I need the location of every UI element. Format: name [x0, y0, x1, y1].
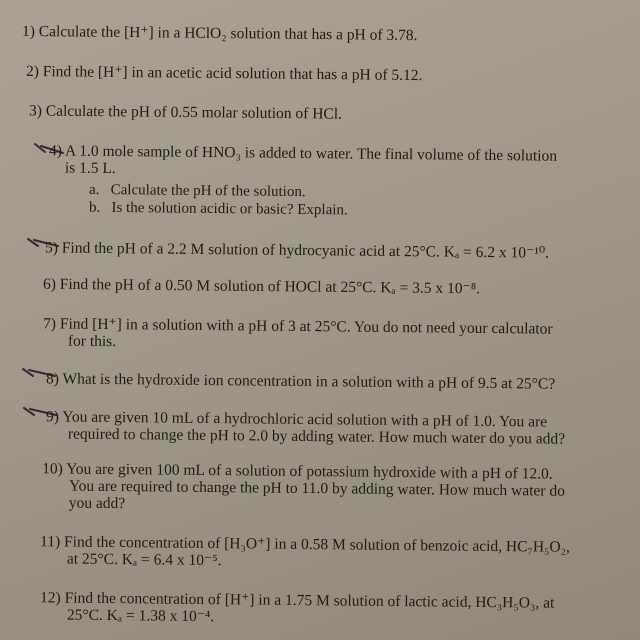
subquestion-label: a. — [88, 181, 100, 198]
question-text-line2: required to change the pH to 2.0 by adding water. How much water do you add? — [67, 425, 566, 448]
question-number: 4) — [49, 142, 63, 160]
question-4 — [49, 142, 557, 181]
question-number: 9) — [46, 408, 60, 426]
question-2 — [26, 63, 423, 84]
subquestion-text: Calculate the pH of the solution. — [110, 182, 306, 201]
question-text: Find the pH of a 0.50 M solution of HOCl at 25°C. Kₐ = 3.5 x 10⁻⁸. — [59, 275, 481, 298]
question-text-line2: is 1.5 L. — [64, 159, 116, 178]
question-5 — [45, 239, 549, 261]
question-3 — [29, 102, 342, 122]
question-9 — [46, 408, 565, 447]
question-text-line3: you add? — [68, 494, 126, 513]
subquestion-text: Is the solution acidic or basic? Explain. — [111, 199, 348, 219]
question-text-line2: at 25°C. Kₐ = 6.4 x 10⁻⁵. — [66, 550, 222, 570]
question-text: Find the concentration of [H₃O⁺] in a 0.58 M solution of benzoic acid, HC₇H₅O₂, — [63, 533, 571, 556]
question-text-line2: You are required to change the pH to 11.0 by adding water. How much water do — [68, 477, 565, 500]
question-text-line2: 25°C. Kₐ = 1.38 x 10⁻⁴. — [66, 606, 215, 626]
question-text: Find the [H⁺] in an acetic acid solution that has a pH of 5.12. — [42, 63, 423, 85]
question-text: Find the pH of a 2.2 M solution of hydrocyanic acid at 25°C. Kₐ = 6.2 x 10⁻¹⁰. — [61, 239, 550, 262]
question-text: You are given 100 mL of a solution of potassium hydroxide with a pH of 12.0. — [66, 460, 553, 483]
question-text: Find [H⁺] in a solution with a pH of 3 at 25°C. You do not need your calculator — [59, 315, 553, 338]
question-10 — [42, 460, 565, 516]
question-6 — [43, 276, 480, 298]
question-11 — [40, 533, 570, 573]
question-number: 7) — [43, 315, 57, 333]
question-number: 8) — [45, 370, 60, 388]
question-text-line2: for this. — [67, 332, 117, 351]
question-text: A 1.0 mole sample of HNO₃ is added to water. The final volume of the solution — [64, 142, 558, 165]
question-text: Find the concentration of [H⁺] in a 1.75 M solution of lactic acid, HC₃H₅O₃, at — [64, 589, 555, 612]
question-number: 6) — [42, 275, 57, 293]
subquestion-4a — [89, 182, 306, 201]
subquestion-label: b. — [88, 199, 101, 216]
question-text: What is the hydroxide ion concentration in a solution with a pH of 9.5 at 25°C? — [62, 370, 556, 393]
question-text: Calculate the pH of 0.55 molar solution of HCl. — [45, 102, 343, 123]
question-number: 1) — [21, 22, 36, 41]
question-12 — [40, 589, 555, 628]
question-1 — [22, 23, 418, 44]
question-number: 12) — [40, 589, 61, 607]
question-text: You are given 10 mL of a hydrochloric acid solution with a pH of 1.0. You are — [62, 408, 548, 431]
question-text: Calculate the [H⁺] in a HClO₂ solution that has a pH of 3.78. — [38, 23, 418, 45]
subquestion-4b — [89, 200, 348, 220]
question-8 — [46, 370, 555, 392]
question-number: 10) — [42, 460, 63, 478]
question-7 — [43, 315, 553, 354]
question-number: 5) — [44, 239, 59, 257]
question-number: 3) — [28, 102, 43, 120]
question-number: 2) — [25, 62, 40, 81]
question-number: 11) — [40, 533, 61, 551]
